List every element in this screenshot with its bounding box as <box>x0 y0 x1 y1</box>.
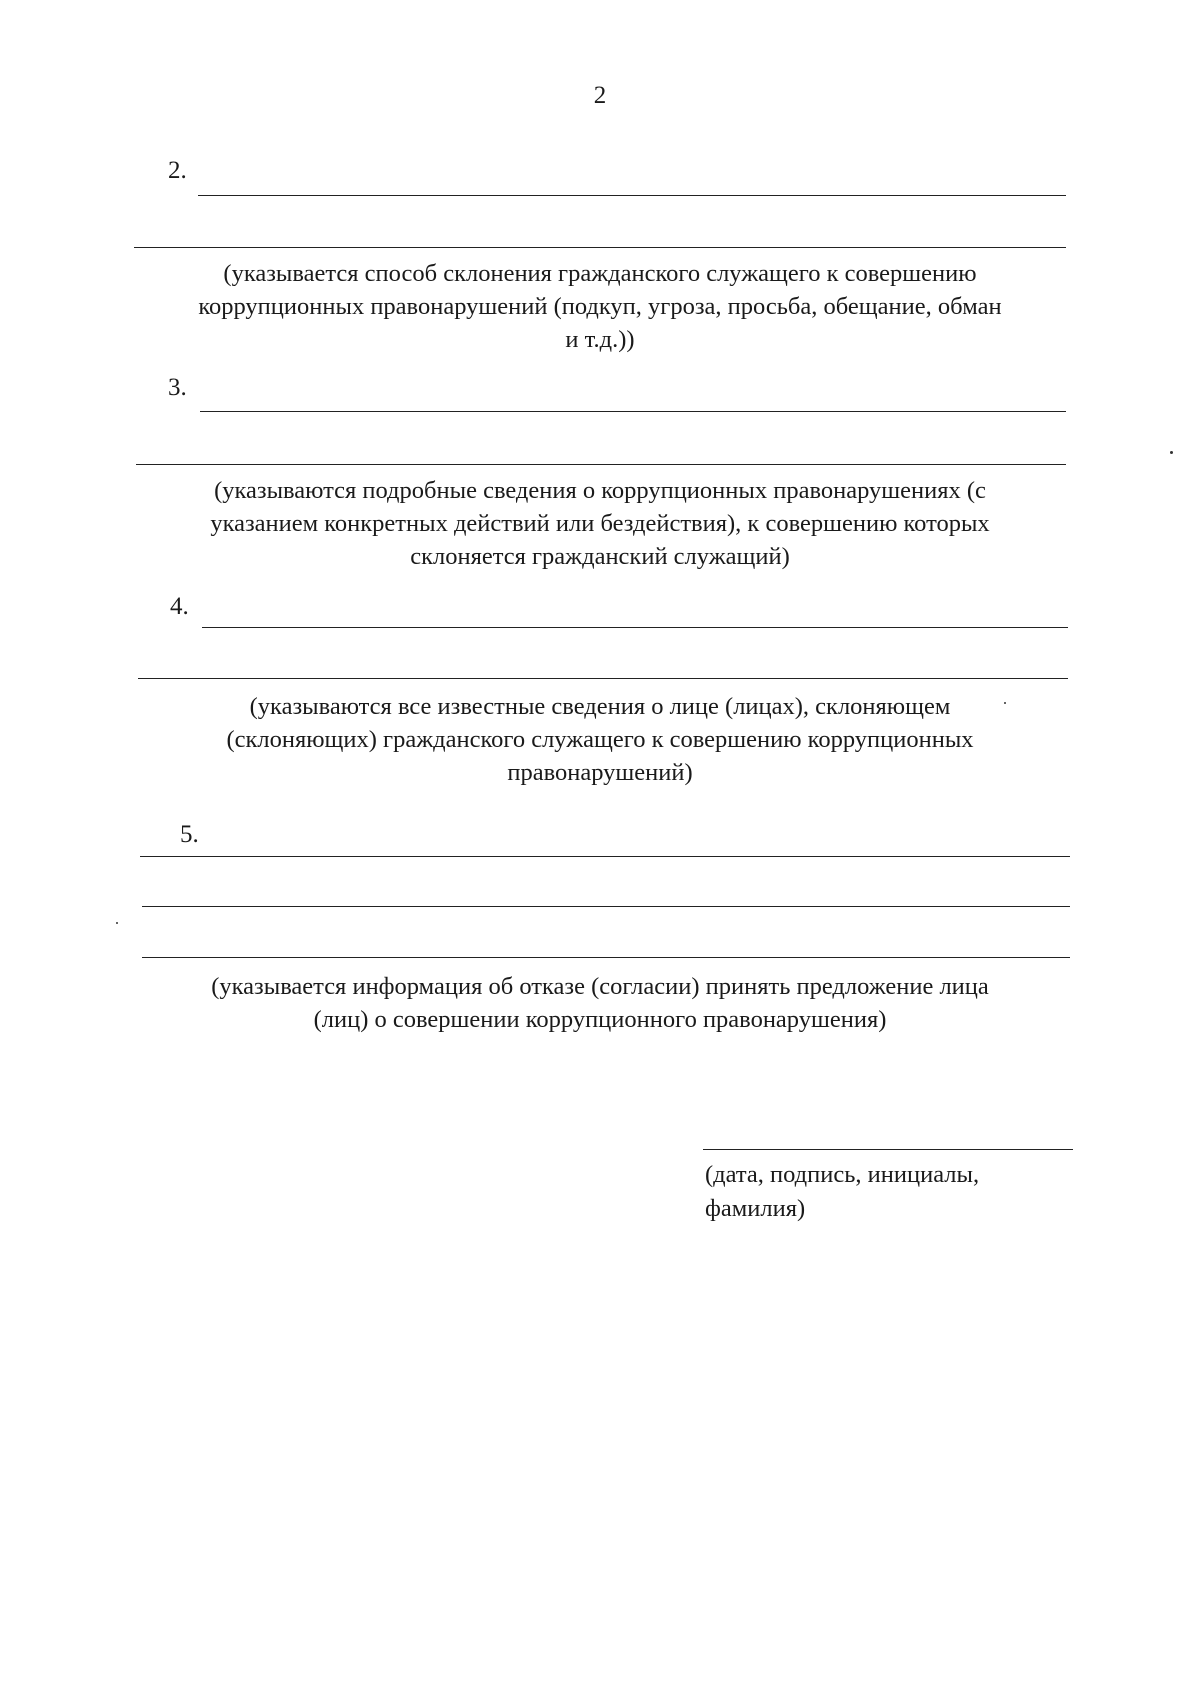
item-2-caption-line: коррупционных правонарушений (подкуп, угроза, просьба, обещание, обман <box>198 293 1002 320</box>
scan-speck <box>116 922 118 924</box>
item-2-line-1[interactable] <box>198 195 1066 196</box>
item-3-caption-line: склоняется гражданский служащий) <box>410 543 790 570</box>
item-5-caption <box>130 970 1070 1036</box>
signature-caption-line: фамилия) <box>705 1195 806 1222</box>
item-4-caption-line: (указываются все известные сведения о лице (лицах), склоняющем <box>249 693 951 720</box>
scan-speck <box>1004 702 1006 704</box>
item-3-line-1[interactable] <box>200 411 1066 412</box>
item-3-line-2[interactable] <box>136 464 1066 465</box>
item-4-caption <box>130 690 1070 789</box>
item-2-caption-line: (указывается способ склонения гражданского служащего к совершению <box>223 260 977 287</box>
item-3-caption <box>130 474 1070 573</box>
item-2-caption-line: и т.д.)) <box>565 326 635 353</box>
item-3-caption-line: указанием конкретных действий или бездействия), к совершению которых <box>210 510 990 537</box>
signature-line[interactable] <box>703 1149 1073 1150</box>
item-5-caption-line: (указывается информация об отказе (согласии) принять предложение лица <box>211 973 989 1000</box>
item-2-number: 2. <box>168 157 187 184</box>
item-5-number: 5. <box>180 821 199 848</box>
item-3-number: 3. <box>168 374 187 401</box>
page-number: 2 <box>593 82 607 109</box>
item-3-caption-line: (указываются подробные сведения о коррупционных правонарушениях (с <box>214 477 986 504</box>
item-5-line-3[interactable] <box>142 957 1070 958</box>
scan-speck <box>1170 451 1173 454</box>
item-5-line-2[interactable] <box>142 906 1070 907</box>
signature-caption <box>705 1158 1065 1226</box>
item-4-line-1[interactable] <box>202 627 1068 628</box>
item-2-line-2[interactable] <box>134 247 1066 248</box>
item-4-caption-line: правонарушений) <box>507 759 693 786</box>
item-2-caption <box>130 257 1070 356</box>
item-5-caption-line: (лиц) о совершении коррупционного правонарушения) <box>313 1006 887 1033</box>
item-4-caption-line: (склоняющих) гражданского служащего к совершению коррупционных <box>226 726 974 753</box>
item-5-line-1[interactable] <box>140 856 1070 857</box>
signature-caption-line: (дата, подпись, инициалы, <box>705 1161 980 1188</box>
item-4-line-2[interactable] <box>138 678 1068 679</box>
item-4-number: 4. <box>170 593 189 620</box>
